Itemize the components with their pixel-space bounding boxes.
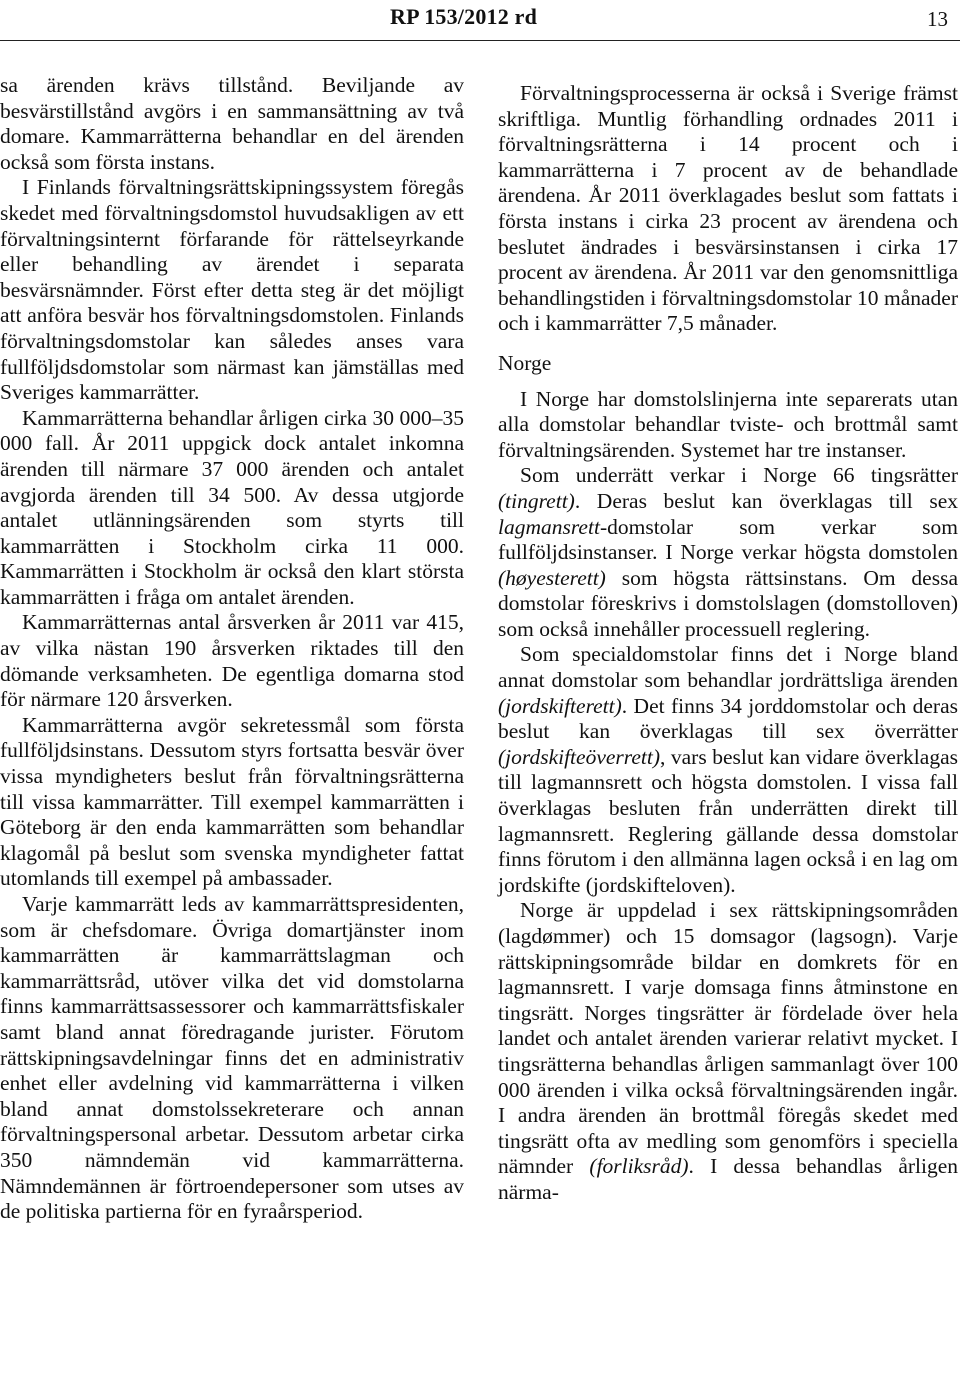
document-id: RP 153/2012 rd <box>390 4 538 29</box>
paragraph: Kammarrätterna behandlar årligen cirka 30 000–35 000 fall. År 2011 uppgick dock antalet inkomna ärenden till närmare 37 000 ärenden och antalet avgjorda ärenden till 34 500. Av dessa utgjorde antalet utlänningsärenden som styrts till kammarrätten i Stockholm cirka 11 000. Kammarrätten i Stockholm är också den klart största kammarrätten i fråga om antalet ärenden. <box>0 405 464 609</box>
term-jordskifteoverrett: (jordskifteöverrett) <box>498 744 660 769</box>
term-lagmansrett: lagmansrett <box>498 514 600 539</box>
text-run: som högsta rättsinstans. Om dessa domstolar föreskrivs i domstolslagen (domstolloven) som också innehåller processuell reglering. <box>498 565 958 641</box>
term-forliksrad: (forliksråd) <box>589 1154 689 1179</box>
term-jordskifterett: (jordskifterett) <box>498 693 622 718</box>
paragraph <box>498 898 958 1205</box>
right-column <box>498 81 958 1206</box>
text-run: Som specialdomstolar finns det i Norge bland annat domstolar som behandlar jordrättsliga ärenden <box>498 642 958 693</box>
left-column <box>0 73 464 1225</box>
text-run: , vars beslut kan vidare överklagas till lagmannsrett och högsta domstolen. I vissa fall överklagas besluten från underrätten direkt till lagmannsrett. Reglering gällande dessa domstolar finns förutom i den allmänna lagen också i en lag om jordskifte (jordskifteloven). <box>498 744 958 897</box>
text-run: Som underrätt verkar i Norge 66 tingsrätter <box>520 463 958 488</box>
paragraph: sa ärenden krävs tillstånd. Beviljande av besvärstillstånd avgörs i en sammansättning av två domare. Kammarrätterna behandlar en del ärenden också som första instans. <box>0 73 464 174</box>
page-number: 13 <box>927 7 948 31</box>
text-run: -domstolar som verkar som fullföljdsinstanser. I Norge verkar högsta domstolen <box>498 514 958 565</box>
paragraph <box>498 463 958 642</box>
paragraph: I Finlands förvaltningsrättskipningssystem föregås skedet med förvaltningsdomstol huvudsakligen av ett förvaltningsinternt förfarande för rättelseyrkande eller behandling av ärendet i separata besvärsnämnder. Först efter detta steg är det möjligt att anföra besvär hos förvaltningsdomstolen. Finlands förvaltningsdomstolar kan således anses vara fullföljdsdomstolar som närmast kan jämställas med Sveriges kammarrätter. <box>0 175 464 405</box>
text-run: Norge är uppdelad i sex rättskipningsområden (lagdømmer) och 15 domsagor (lagsogn). Varje rättskipningsområde bildar en domkrets för en lagmannsrett. I varje domsaga finns åtminstone en tingsrätt. Norges tingsrätter är fördelade över hela landet och antalet ärenden varierar relativt mycket. I tingsrätterna behandlas årligen sammanlagt över 100 000 ärenden i vilka också förvaltningsärenden ingår. I andra ärenden än brottmål föregås skedet med tingsrätt ofta av medling som genomförs i speciella nämnder <box>498 898 958 1179</box>
paragraph: Förvaltningsprocesserna är också i Sverige främst skriftliga. Muntlig förhandling ordnades 2011 i förvaltningsrätterna i 14 procent och i kammarrätterna i 7 procent av de behandlade ärendena. År 2011 överklagades beslut som fattats i första instans i cirka 23 procent av ärendena och beslutet ändrades i besvärsinstansen i cirka 17 procent av ärendena. År 2011 var den genomsnittliga behandlingstiden i förvaltningsdomstolar 10 månader och i kammarrätter 7,5 månader. <box>498 81 958 336</box>
paragraph: Kammarrätternas antal årsverken år 2011 var 415, av vilka nästan 190 årsverken riktades till den dömande verksamheten. De egentliga domarna stod för närmare 120 årsverken. <box>0 610 464 712</box>
term-tingrett: (tingrett) <box>498 488 575 513</box>
section-heading-norge: Norge <box>498 350 552 375</box>
text-run: . Det finns 34 jorddomstolar och deras beslut kan överklagas till sex överrätter <box>498 693 958 744</box>
header-divider <box>0 40 960 41</box>
paragraph <box>498 642 958 898</box>
page-header <box>0 0 960 40</box>
paragraph: I Norge har domstolslinjerna inte separerats utan alla domstolar behandlar tviste- och brottmål samt förvaltningsärenden. Systemet har tre instanser. <box>498 386 958 462</box>
text-run: . Deras beslut kan överklagas till sex <box>574 488 958 513</box>
paragraph: Kammarrätterna avgör sekretessmål som första fullföljdsinstans. Dessutom styrs fortsatta besvär över vissa myndigheters beslut från förvaltningsrätterna till vissa kammarrätter. Till exempel kammarrätten i Göteborg är den enda kammarrätten som behandlar klagomål på beslut som svenska myndigheter fattat utomlands till exempel på ambassader. <box>0 712 464 891</box>
text-run: . I dessa behandlas årligen närma- <box>498 1154 959 1204</box>
term-hoyesterett: (høyesterett) <box>498 565 606 590</box>
paragraph: Varje kammarrätt leds av kammarrättspresidenten, som är chefsdomare. Övriga domartjänster inom kammarrätten är kammarrättslagman och kammarrättsråd, utöver vilka det vid domstolarna finns kammarrättsassessorer och kammarrättsfiskaler samt bland annat föredragande jurister. Förutom rättskipningsavdelningar finns det en administrativ enhet eller avdelning vid kammarrätterna i vilken bland annat domstolssekreterare och annan förvaltningspersonal arbetar. Dessutom arbetar cirka 350 nämndemän vid kammarrätterna. Nämndemännen är förtroendepersoner som utses av de politiska partierna för en fyraårsperiod. <box>0 892 464 1224</box>
